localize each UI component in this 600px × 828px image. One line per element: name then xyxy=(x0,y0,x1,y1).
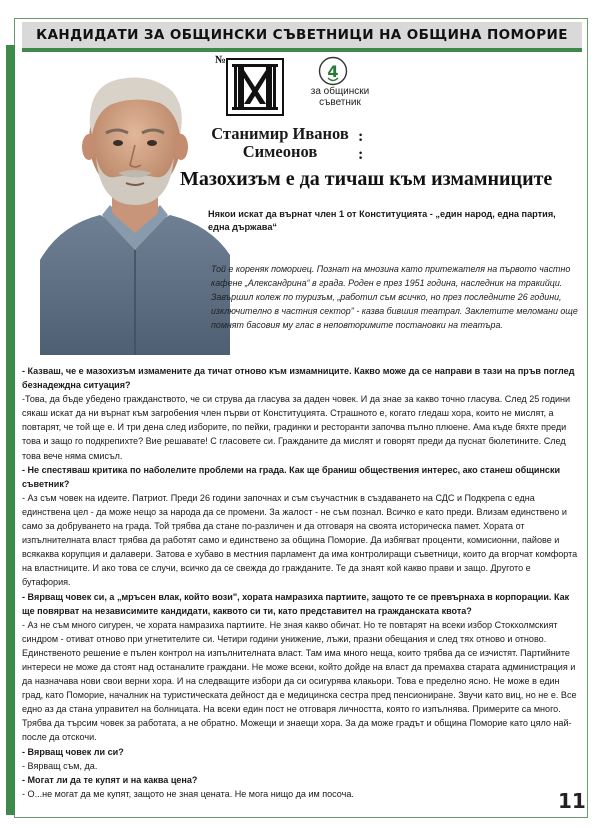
name-colon: : : xyxy=(358,128,364,163)
interview-question: - Вярващ човек си, а „мръсен влак, който вози", хората намразиха партиите, защото те се превърнаха в корпорации. Как ще повярват на независимите кандидати, каквото си ти, като представител на гражданската квота? xyxy=(22,591,570,616)
interview-body xyxy=(22,364,580,801)
interview-answer: - О...не могат да ме купят, защото не зная цената. Не мога нищо да им посоча. xyxy=(22,788,354,799)
interview-answer: - Аз съм човек на идеите. Патриот. Преди 26 години започнах и съм съучастник в създаването на СДС и Подкрепа с една единствена цел - да може нещо за народа да се промени. За жалост - не съм познал. Всичко е като преди. Влизам единствено и само за добруването на града. Той трябва да стане по-различен и да отговаря на своята историческа памет. Хората от изпълнителната власт трябва да работят само и единствено за община Поморие. Да избягват проценти, комисионни, пайове и всякаква корупция и далавери. Затова е хубаво в местния парламент да има контролиращи съветници, които да вгорчат комфорта на властниците. И ако това се случи, всичко да се свежда до гражданите. Те да знаят кой какво прави и защо. Другото е бутафория. xyxy=(22,492,578,588)
page-number: 11 xyxy=(558,789,586,813)
candidate-bio: Той е кореняк помориец. Познат на мнозина като притежателя на първото частно кафене „Александрина“ в града. Роден е през 1951 година, наследник на тракийци. Завършил колеж по туризъм, „работил съм всичко, но през последните 26 години, изключително в частния сектор" - казва бившия театрал. Заклетите меломани още помнят басовия му глас в неповторимите постановки на театъра. xyxy=(211,264,578,330)
svg-text:4: 4 xyxy=(327,62,339,81)
candidate-list-badge-icon xyxy=(318,56,348,86)
candidate-number-glyph xyxy=(228,60,282,114)
candidate-photo xyxy=(40,55,230,355)
candidate-name-line1: Станимир Иванов xyxy=(211,124,349,143)
article-headline: Мазохизъм е да тичаш към измамниците xyxy=(180,168,553,190)
candidate-name-line2: Симеонов xyxy=(242,142,318,161)
interview-question: - Могат ли да те купят и на каква цена? xyxy=(22,774,198,785)
green-side-bar xyxy=(6,45,15,815)
header-underline xyxy=(22,48,582,52)
candidate-number-box xyxy=(226,58,284,116)
number-sign: № xyxy=(215,54,227,66)
badge-label-line1: за общински xyxy=(310,86,370,97)
candidate-name xyxy=(195,125,365,161)
interview-answer: - Аз не съм много сигурен, че хората намразиха партиите. Не зная какво обичат. Но те повтарят на всеки избор Стокхолмският синдром - отиват отново при угнетителите си. Четири години унижение, лъжи, празни обещания и след тях отново и отново. Единственото решение е пълен контрол на изпълнителната власт. Там има много неща, които трябва да се изчистят. Партийните интереси не може да стоят над останалите граждани. Не може всеки, който дойде на власт да премахва старата администрация и да назначава нови свои верни хора. И на следващите избори да си осигурява клакьори. Това е пределно ясно. Не може в един град, като Поморие, началник на туристическата дейност да е медицинска сестра пред пенсиониране. Звучи като виц, но не е. Все едно аз да стана управител на болницата. На всеки един пост не отговаря личността, която го изпълнява. Примерите са много. Трябва да търсим човек за работата, а не обратно. Можещи и знаещи хора. За да може градът и община Поморие като цяло най-после да отскочи. xyxy=(22,619,577,743)
page-header-title: КАНДИДАТИ ЗА ОБЩИНСКИ СЪВЕТНИЦИ НА ОБЩИНА ПОМОРИЕ xyxy=(22,22,582,48)
article-subhead: Някои искат да върнат член 1 от Конституцията - „един народ, една партия, една държава“ xyxy=(208,209,556,232)
interview-answer: -Това, да бъде убедено гражданството, че си струва да гласува за даден човек. И да знае за какво точно гласува. След 25 години сякаш искат да ни върнат към загробения член първи от Конституцията. Страшното е, когато гледаш хора, които не мислят, а повтарят, че той ще е. И три дена след изборите, по пейки, градинки и ресторанти започва пълно плюене. Ама къде бяхте преди това и защо го подкрепихте? Вие решавате! С гласовете си. Гражданите да мислят и говорят преди да пуснат бюлетините. След това вече няма смисъл. xyxy=(22,394,571,461)
interview-question: - Вярващ човек ли си? xyxy=(22,746,124,757)
interview-question: - Казваш, че е мазохизъм измамените да тичат отново към измамниците. Какво може да се направи в тази на пръв поглед безнадеждна ситуация? xyxy=(22,366,575,391)
badge-label-line2: съветник xyxy=(319,97,361,108)
interview-answer: - Вярващ съм, да. xyxy=(22,760,98,771)
badge-label xyxy=(290,86,390,108)
interview-question: - Не спестяваш критика по наболелите проблеми на града. Как ще браниш обществения интерес, ако станеш общински съветник? xyxy=(22,464,561,489)
